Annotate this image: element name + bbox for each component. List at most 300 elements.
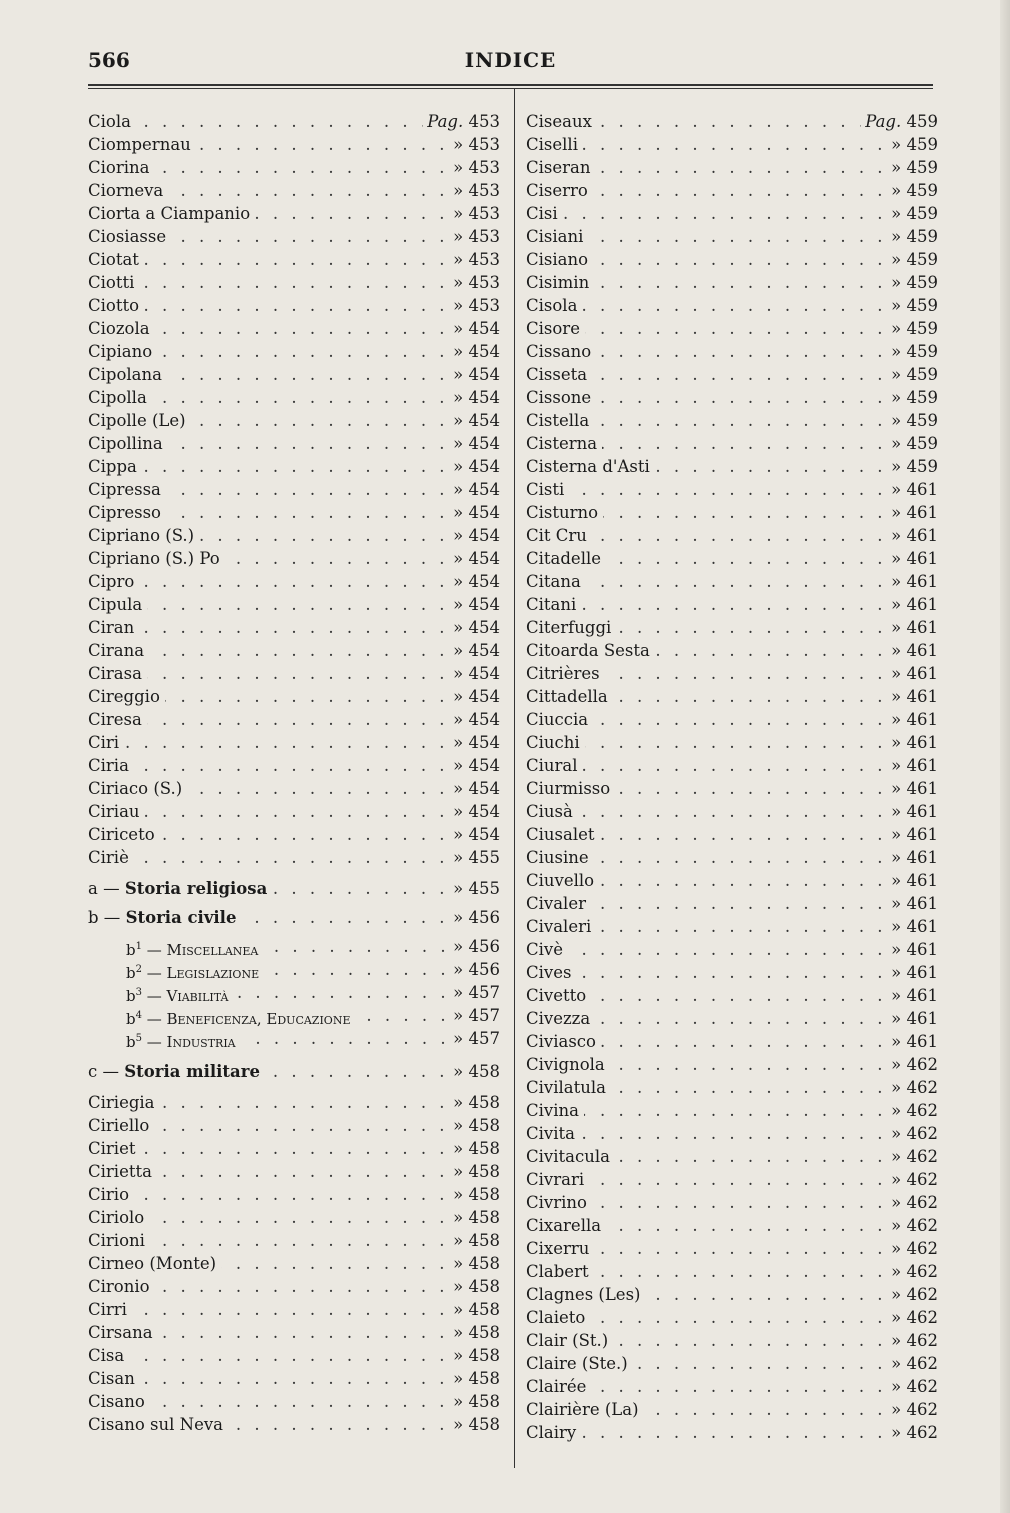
entry-page	[887, 409, 938, 432]
subsection-sup: 5	[135, 1033, 142, 1044]
ditto-mark: »	[453, 1139, 464, 1158]
index-entry	[88, 317, 500, 340]
ditto-mark: »	[891, 1262, 902, 1281]
entry-page	[449, 156, 500, 179]
ditto-mark: »	[891, 1147, 902, 1166]
page-number-value: 461	[906, 848, 938, 867]
leader-dots	[88, 1367, 446, 1390]
ditto-mark: »	[891, 710, 902, 729]
ditto-mark: »	[891, 687, 902, 706]
page-number-value: 458	[468, 1062, 500, 1081]
index-entry	[88, 110, 500, 133]
entry-name: Ciusà	[526, 802, 578, 821]
entry-page	[887, 915, 938, 938]
entry-name: Citana	[526, 572, 586, 591]
entry-name: Cittadella	[526, 687, 613, 706]
entry-page	[449, 294, 500, 317]
entry-page	[887, 1168, 938, 1191]
entry-name: Cisiani	[526, 227, 588, 246]
page-number-value: 462	[906, 1147, 938, 1166]
page-number-value: 453	[468, 250, 500, 269]
ditto-mark: »	[891, 1124, 902, 1143]
entry-name: Cipresso	[88, 503, 166, 522]
page-number-value: 454	[468, 480, 500, 499]
entry-page	[887, 340, 938, 363]
subsection-dash: —	[141, 964, 167, 982]
index-entry	[88, 248, 500, 271]
entry-name: Citerfuggi	[526, 618, 616, 637]
page-number-value: 462	[906, 1239, 938, 1258]
index-entry	[526, 1191, 938, 1214]
ditto-mark: »	[891, 1377, 902, 1396]
entry-page	[449, 1252, 500, 1275]
page-number-value: 462	[906, 1101, 938, 1120]
ditto-mark: »	[453, 434, 464, 453]
page-number-value: 458	[468, 1369, 500, 1388]
index-entry	[526, 823, 938, 846]
ditto-mark: »	[891, 1193, 902, 1212]
leader-dots	[88, 570, 446, 593]
entry-name: Ciri	[88, 733, 124, 752]
entry-page	[449, 501, 500, 524]
page-number-value: 462	[906, 1078, 938, 1097]
index-entry	[88, 478, 500, 501]
index-entry	[88, 271, 500, 294]
page-number-value: 462	[906, 1331, 938, 1350]
index-entry	[526, 1053, 938, 1076]
index-entry	[88, 1206, 500, 1229]
ditto-mark: »	[453, 664, 464, 683]
entry-name: Cippa	[88, 457, 142, 476]
index-entry	[526, 1329, 938, 1352]
index-entry	[526, 915, 938, 938]
entry-name: Cisore	[526, 319, 585, 338]
entry-page	[887, 731, 938, 754]
page-number-value: 461	[906, 572, 938, 591]
page-number-value: 461	[906, 503, 938, 522]
ditto-mark: »	[891, 756, 902, 775]
entry-name: Citrières	[526, 664, 605, 683]
entry-page	[887, 593, 938, 616]
entry-name: Ciselli	[526, 135, 583, 154]
entry-name: Ciriegia	[88, 1093, 160, 1112]
index-entry	[526, 386, 938, 409]
page-number-value: 459	[906, 135, 938, 154]
ditto-mark: »	[453, 457, 464, 476]
ditto-mark: »	[453, 1277, 464, 1296]
entry-name: Cixerru	[526, 1239, 594, 1258]
index-entry	[88, 179, 500, 202]
entry-page	[449, 935, 500, 958]
entry-page	[887, 317, 938, 340]
entry-name: Ciriello	[88, 1116, 154, 1135]
ditto-mark: »	[453, 204, 464, 223]
ditto-mark: »	[891, 1285, 902, 1304]
section-prefix: b —	[88, 908, 126, 927]
entry-page	[449, 639, 500, 662]
ditto-mark: »	[891, 135, 902, 154]
page-number-value: 459	[906, 411, 938, 430]
entry-page	[449, 1413, 500, 1436]
entry-page	[861, 110, 938, 133]
entry-name: Citadelle	[526, 549, 606, 568]
index-entry	[526, 363, 938, 386]
page-number-value: 462	[906, 1308, 938, 1327]
page-number-value: 462	[906, 1193, 938, 1212]
index-entry	[526, 1145, 938, 1168]
index-entry	[526, 754, 938, 777]
ditto-mark: »	[453, 756, 464, 775]
index-entry	[526, 202, 938, 225]
entry-name: Cisturno	[526, 503, 603, 522]
index-column-right	[526, 110, 938, 1470]
entry-page	[449, 800, 500, 823]
index-entry	[526, 1352, 938, 1375]
index-entry	[88, 1321, 500, 1344]
page-number-value: 458	[468, 1162, 500, 1181]
leader-dots	[88, 846, 446, 869]
page-number-value: 461	[906, 664, 938, 683]
page-number-value: 461	[906, 641, 938, 660]
entry-page	[449, 685, 500, 708]
index-entry	[88, 639, 500, 662]
entry-name: Cixarella	[526, 1216, 606, 1235]
page-number-value: 454	[468, 779, 500, 798]
entry-name: Ciuvello	[526, 871, 599, 890]
entry-name: Civina	[526, 1101, 584, 1120]
entry-page	[449, 248, 500, 271]
entry-name: Ciozola	[88, 319, 155, 338]
entry-name: Cisterna	[526, 434, 602, 453]
page-number-value: 459	[906, 181, 938, 200]
entry-name: Ciorta a Ciampanio	[88, 204, 255, 223]
index-entry	[88, 1367, 500, 1390]
index-entry	[526, 570, 938, 593]
page-number-value: 462	[906, 1124, 938, 1143]
page-number-value: 459	[906, 457, 938, 476]
header-rule-thick	[88, 84, 933, 86]
page-number-value: 461	[906, 618, 938, 637]
section-title: Storia religiosa	[124, 879, 268, 898]
index-entry	[526, 1375, 938, 1398]
page-number-value: 456	[468, 908, 500, 927]
entry-name: Cirri	[88, 1300, 132, 1319]
ditto-mark: »	[891, 1354, 902, 1373]
entry-page	[887, 1283, 938, 1306]
page-number-value: 461	[906, 595, 938, 614]
ditto-mark: »	[453, 1323, 464, 1342]
entry-name: Civita	[526, 1124, 580, 1143]
ditto-mark: »	[891, 181, 902, 200]
ditto-mark: »	[453, 135, 464, 154]
subsection-label: b	[126, 941, 136, 959]
entry-page	[449, 133, 500, 156]
ditto-mark: »	[453, 1415, 464, 1434]
ditto-mark: »	[891, 825, 902, 844]
index-column-left	[88, 110, 500, 1470]
page-number-value: 459	[906, 250, 938, 269]
entry-name: Cit Cru	[526, 526, 592, 545]
page-number-value: 454	[468, 825, 500, 844]
entry-page	[449, 1027, 500, 1050]
index-entry	[526, 892, 938, 915]
entry-page	[887, 248, 938, 271]
page-number-value: 458	[468, 1346, 500, 1365]
ditto-mark: »	[891, 618, 902, 637]
index-entry	[526, 961, 938, 984]
entry-page	[449, 777, 500, 800]
ditto-mark: »	[891, 1032, 902, 1051]
entry-name: Cissano	[526, 342, 596, 361]
entry-name: Ciural	[526, 756, 583, 775]
page-number-value: 459	[906, 388, 938, 407]
page-number-value: 458	[468, 1415, 500, 1434]
entry-page	[887, 662, 938, 685]
index-entry	[88, 846, 500, 869]
page-number-value: 458	[468, 1392, 500, 1411]
column-divider	[514, 88, 515, 1468]
page-number-value: 461	[906, 710, 938, 729]
entry-page	[449, 1275, 500, 1298]
entry-page	[449, 1367, 500, 1390]
entry-page	[449, 179, 500, 202]
entry-page	[449, 455, 500, 478]
entry-name: Claieto	[526, 1308, 590, 1327]
entry-page	[887, 800, 938, 823]
page-number-value: 462	[906, 1285, 938, 1304]
section-title: Storia militare	[124, 1062, 260, 1081]
index-entry	[88, 363, 500, 386]
subsection-label: b	[126, 1033, 136, 1051]
entry-page	[887, 892, 938, 915]
entry-name: Citani	[526, 595, 581, 614]
entry-page	[449, 1137, 500, 1160]
index-entry	[526, 179, 938, 202]
entry-name: Ciotat	[88, 250, 144, 269]
index-entry	[526, 225, 938, 248]
entry-page	[449, 708, 500, 731]
entry-name: Cirio	[88, 1185, 134, 1204]
entry-name: Citoarda Sesta	[526, 641, 655, 660]
ditto-mark: »	[891, 1170, 902, 1189]
ditto-mark: »	[453, 250, 464, 269]
page-number-value: 461	[906, 1032, 938, 1051]
ditto-mark: »	[891, 894, 902, 913]
subsection-sup: 2	[135, 964, 142, 975]
subsection-entry	[88, 1004, 500, 1027]
entry-name: Ciriceto	[88, 825, 160, 844]
index-entry	[526, 984, 938, 1007]
page-number-value: 454	[468, 365, 500, 384]
page-number-value: 462	[906, 1216, 938, 1235]
page-number-value: 453	[468, 112, 500, 131]
entry-name: Cirana	[88, 641, 149, 660]
ditto-mark: »	[453, 1185, 464, 1204]
section-prefix: a —	[88, 879, 125, 898]
section-name	[88, 879, 272, 898]
entry-name: Cisi	[526, 204, 563, 223]
ditto-mark: »	[891, 1423, 902, 1442]
index-entry	[526, 156, 938, 179]
index-entry	[526, 1237, 938, 1260]
section-title: Storia civile	[125, 908, 237, 927]
entry-name: Civitacula	[526, 1147, 615, 1166]
page-number-value: 458	[468, 1277, 500, 1296]
index-entry	[526, 639, 938, 662]
entry-page	[887, 961, 938, 984]
subsection-entry	[88, 958, 500, 981]
entry-name: Cisti	[526, 480, 569, 499]
entry-page	[887, 202, 938, 225]
page-number-value: 453	[468, 181, 500, 200]
ditto-mark: »	[453, 1231, 464, 1250]
ditto-mark: »	[891, 664, 902, 683]
page-number-value: 462	[906, 1400, 938, 1419]
entry-name: Clairée	[526, 1377, 591, 1396]
index-entry	[88, 1091, 500, 1114]
page-number-value: 453	[468, 135, 500, 154]
index-entry	[526, 1007, 938, 1030]
index-entry	[526, 800, 938, 823]
entry-page	[887, 869, 938, 892]
leader-dots	[88, 731, 446, 754]
ditto-mark: »	[891, 1078, 902, 1097]
entry-name: Cisano	[88, 1392, 150, 1411]
entry-page	[449, 981, 500, 1004]
leader-dots	[88, 616, 446, 639]
ditto-mark: »	[453, 848, 464, 867]
index-entry	[526, 1122, 938, 1145]
entry-page	[887, 133, 938, 156]
subsection-entry	[88, 981, 500, 1004]
ditto-mark: »	[891, 457, 902, 476]
ditto-mark: »	[891, 1101, 902, 1120]
entry-name: Cipriano (S.)	[88, 526, 199, 545]
ditto-mark: »	[453, 365, 464, 384]
entry-page	[887, 1352, 938, 1375]
entry-page	[887, 294, 938, 317]
index-entry	[88, 1390, 500, 1413]
page-number-value: 455	[468, 848, 500, 867]
page-number-value: 454	[468, 388, 500, 407]
page-number-value: 461	[906, 779, 938, 798]
ditto-mark: »	[453, 1062, 464, 1081]
entry-page	[887, 432, 938, 455]
index-entry	[88, 570, 500, 593]
leader-dots	[88, 754, 446, 777]
index-entry	[526, 1260, 938, 1283]
ditto-mark: »	[891, 733, 902, 752]
entry-page	[887, 1375, 938, 1398]
index-entry	[88, 1413, 500, 1436]
entry-page	[449, 317, 500, 340]
ditto-mark: »	[453, 296, 464, 315]
index-entry	[526, 1306, 938, 1329]
entry-page	[449, 570, 500, 593]
ditto-mark: »	[453, 503, 464, 522]
entry-name: Cisterna d'Asti	[526, 457, 655, 476]
entry-name: Cipolla	[88, 388, 152, 407]
ditto-mark: »	[453, 572, 464, 591]
index-entry	[88, 133, 500, 156]
page-number-value: 458	[468, 1300, 500, 1319]
entry-name: Ciresa	[88, 710, 147, 729]
index-entry	[526, 616, 938, 639]
ditto-mark: »	[453, 1029, 464, 1048]
ditto-mark: »	[891, 411, 902, 430]
subsection-dash: —	[141, 941, 167, 959]
index-entry	[88, 386, 500, 409]
entry-name: Civiasco	[526, 1032, 601, 1051]
page-number-value: 458	[468, 1323, 500, 1342]
index-entry	[526, 133, 938, 156]
entry-name: Ciorneva	[88, 181, 168, 200]
entry-name: Ciusine	[526, 848, 594, 867]
index-entry	[88, 1344, 500, 1367]
ditto-mark: »	[891, 641, 902, 660]
page-edge	[1000, 0, 1010, 1513]
entry-name: Cirasa	[88, 664, 147, 683]
page-number-value: 458	[468, 1254, 500, 1273]
entry-page	[887, 179, 938, 202]
entry-page	[449, 823, 500, 846]
index-entry	[526, 110, 938, 133]
page-number-value: 453	[468, 158, 500, 177]
page-number-value: 461	[906, 526, 938, 545]
entry-page	[449, 1114, 500, 1137]
ditto-mark: »	[891, 572, 902, 591]
entry-name: Clairy	[526, 1423, 581, 1442]
entry-name: Ciuchi	[526, 733, 585, 752]
section-heading	[88, 1060, 500, 1083]
entry-name: Cipolana	[88, 365, 167, 384]
entry-name: Cistella	[526, 411, 594, 430]
ditto-mark: »	[453, 879, 464, 898]
leader-dots	[88, 1344, 446, 1367]
entry-page	[887, 1191, 938, 1214]
page-number-value: 458	[468, 1116, 500, 1135]
entry-page	[449, 1183, 500, 1206]
ditto-mark: »	[453, 1300, 464, 1319]
page-number-value: 454	[468, 756, 500, 775]
index-entry	[526, 248, 938, 271]
page-header	[88, 40, 933, 80]
subsection-name	[126, 941, 263, 959]
ditto-mark: »	[891, 204, 902, 223]
subsection-sup: 3	[135, 987, 142, 998]
entry-name: Ciotti	[88, 273, 139, 292]
ditto-mark: »	[453, 388, 464, 407]
page-number-value: 461	[906, 802, 938, 821]
entry-page	[449, 478, 500, 501]
entry-name: Cirsana	[88, 1323, 158, 1342]
page-label: Pag.	[865, 112, 902, 131]
page-number-value: 462	[906, 1423, 938, 1442]
entry-name: Clairière (La)	[526, 1400, 644, 1419]
page-number-value: 455	[468, 879, 500, 898]
page-number-value: 454	[468, 549, 500, 568]
index-entry	[88, 294, 500, 317]
ditto-mark: »	[891, 480, 902, 499]
entry-page	[887, 1007, 938, 1030]
page-number-value: 454	[468, 664, 500, 683]
entry-name: Cisimin	[526, 273, 594, 292]
entry-page	[449, 547, 500, 570]
entry-page	[887, 1306, 938, 1329]
leader-dots	[526, 800, 884, 823]
entry-name: Ciriet	[88, 1139, 140, 1158]
page-number-value: 458	[468, 1093, 500, 1112]
